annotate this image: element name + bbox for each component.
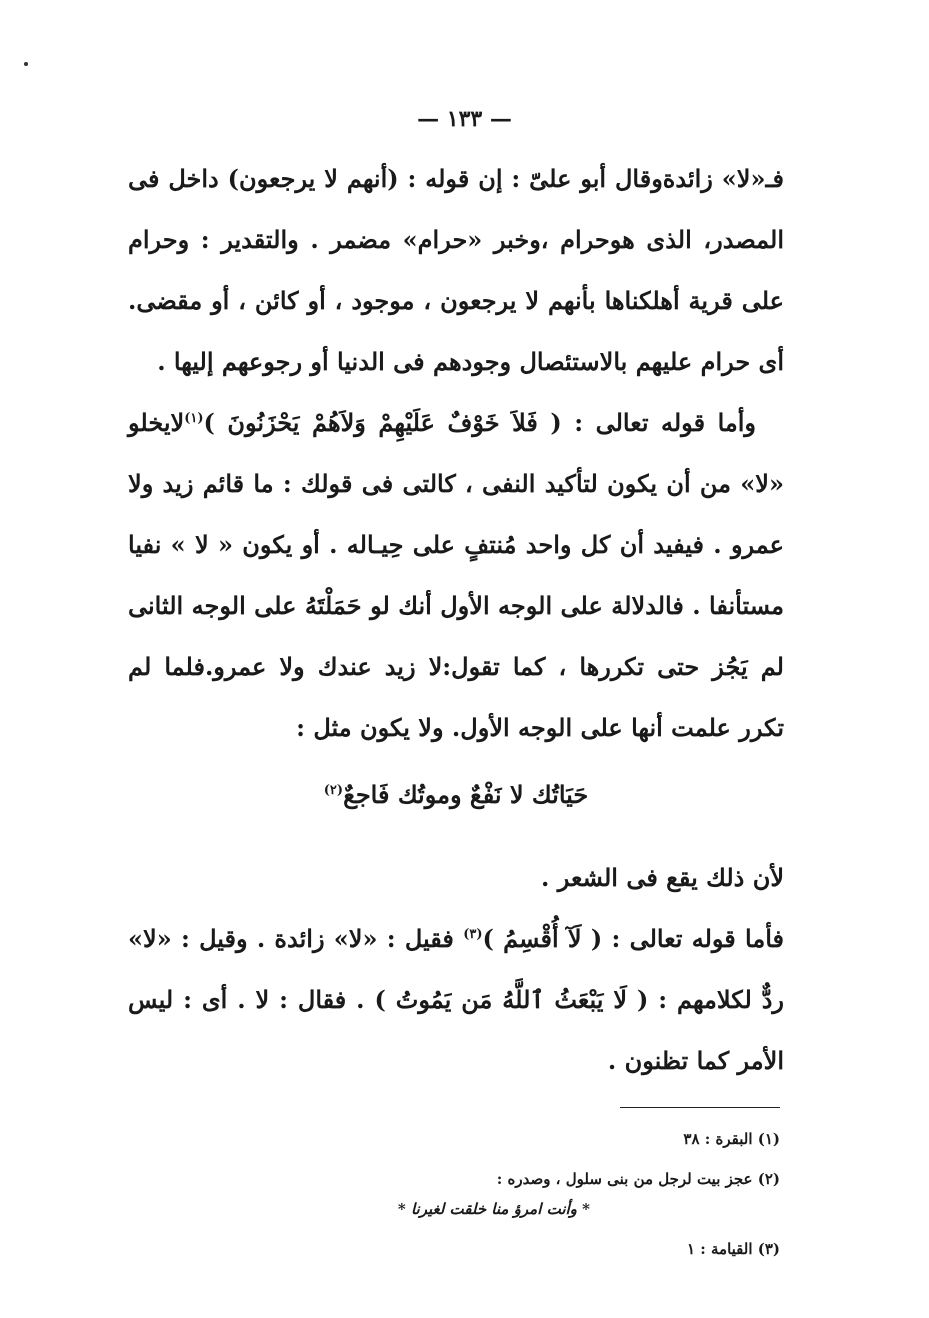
paragraph-4-body: فقيل : «لا» زائدة . وقيل : «لا» ردٌّ لكلامهم : ( لَا يَبْعَثُ ٱللَّهُ مَن يَمُوتُ ) . فقال : لا . أى : ليس الأمر كما تظنون . xyxy=(128,924,784,1075)
footnote-ref-3: (٣) xyxy=(463,927,483,942)
footnote-2: (٢) عجز بيت لرجل من بنى سلول ، وصدره : xyxy=(496,1170,780,1188)
paragraph-4 xyxy=(128,908,784,1091)
footnote-2-verse: * وأنت امرؤ منا خلقت لغيرنا * xyxy=(397,1200,590,1218)
main-text xyxy=(128,148,784,1091)
paragraph-1: فـ«لا» زائدةوقال أبو علىّ : إن قوله : (أنهم لا يرجعون) داخل فى المصدر، الذى هوحرام ،وخبر «حرام» مضمر . والتقدير : وحرام على قرية أهلكناها بأنهم لا يرجعون ، موجود ، أو كائن ، أو مقضى. أى حرام عليهم بالاستئصال وجودهم فى الدنيا أو رجوعهم إليها . xyxy=(128,164,784,376)
paragraph-2-body: لايخلو «لا» من أن يكون لتأكيد النفى ، كالتى فى قولك : ما قائم زيد ولا عمرو . فيفيد أن كل واحد مُنتفٍ على حِيـاله . أو يكون « لا » نفيا مستأنفا . فالدلالة على الوجه الأول أنك لو حَمَلْتَهُ على الوجه الثانى لم يَجُز حتى تكررها ، كما تقول:لا زيد عندك ولا عمرو.فلما لم تكرر علمت أنها على الوجه الأول. ولا يكون مثل : xyxy=(128,408,784,742)
poetry-verse xyxy=(128,758,784,847)
footnote-ref-1: (١) xyxy=(184,411,204,426)
footnote-1: (١) البقرة : ٣٨ xyxy=(683,1130,780,1148)
footnote-divider xyxy=(620,1107,780,1108)
paragraph-3: لأن ذلك يقع فى الشعر . xyxy=(541,863,784,892)
quranic-quote-1: وأما قوله تعالى : ( فَلاَ خَوْفٌ عَلَيْهِمْ وَلاَهُمْ يَحْزَنُونَ ) xyxy=(203,408,756,437)
paragraph-2 xyxy=(128,392,784,758)
footnotes xyxy=(280,1124,780,1264)
page-number: — ١٣٣ — xyxy=(417,106,512,132)
scan-speck xyxy=(24,62,28,66)
verse-text: حَيَاتُك لا نَفْعٌ وموتُك فَاجعٌ xyxy=(343,780,589,809)
footnote-3: (٣) القيامة : ١ xyxy=(686,1240,780,1258)
quranic-quote-2: فأما قوله تعالى : ( لَآ أُقْسِمُ ) xyxy=(482,924,784,953)
footnote-ref-2: (٢) xyxy=(323,783,344,798)
